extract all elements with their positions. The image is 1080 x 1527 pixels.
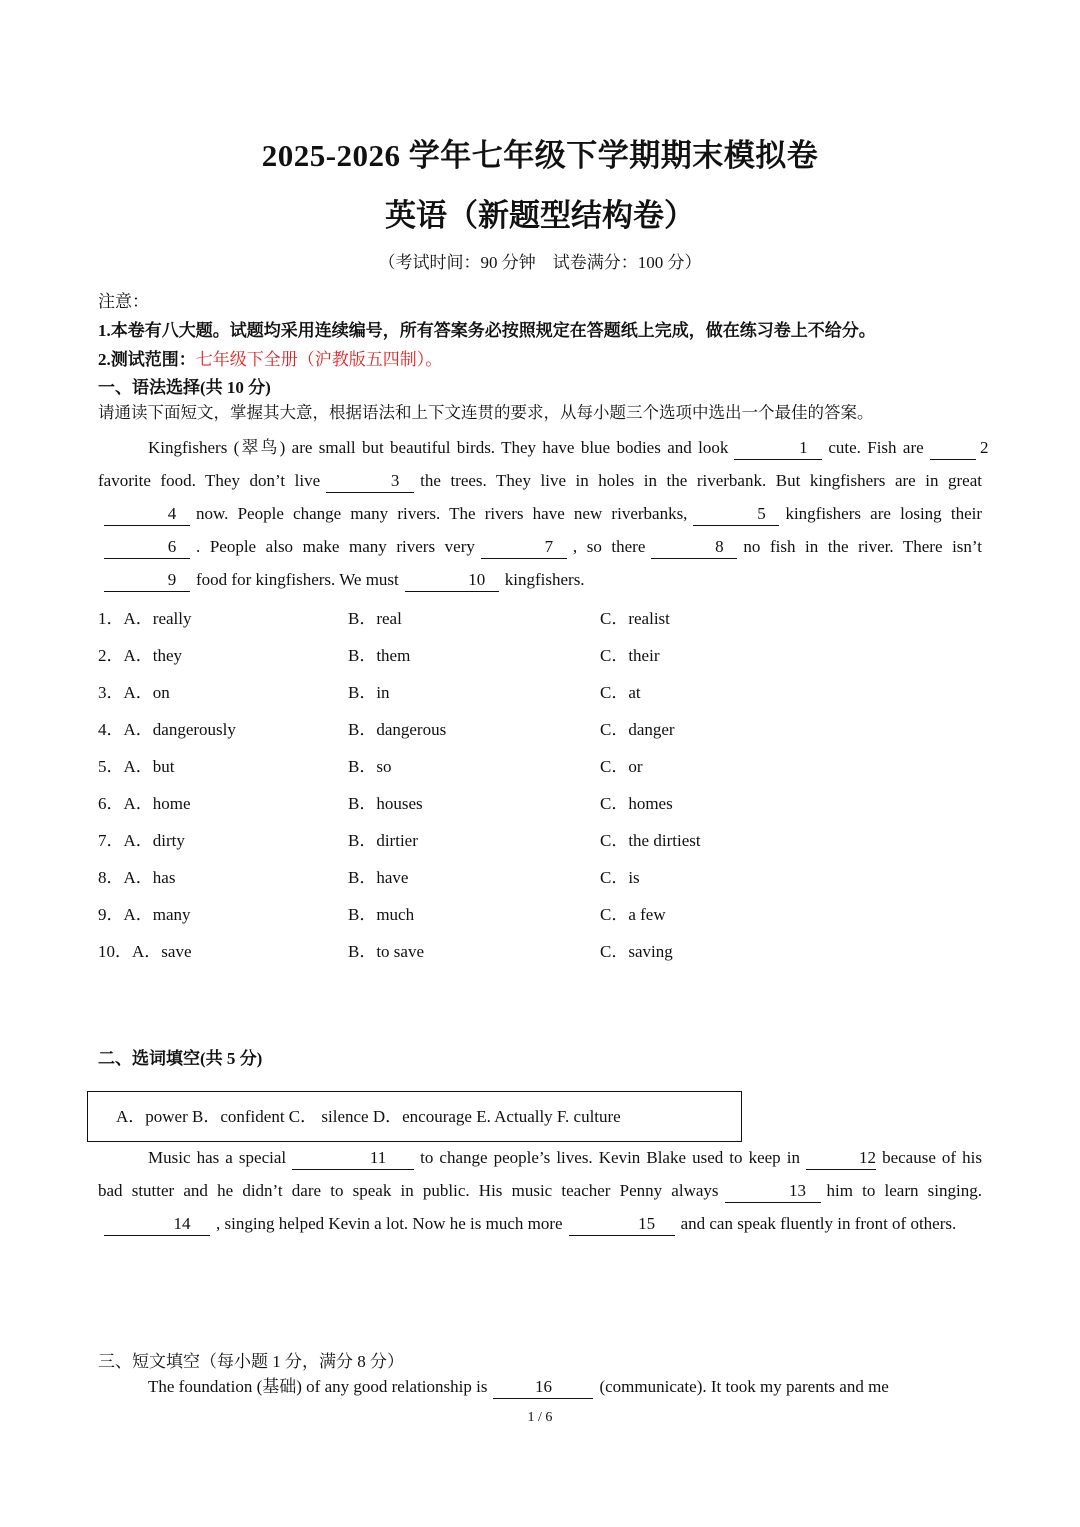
passage-text: the trees. They live in holes in the riverbank. But kingfishers are in great bbox=[420, 471, 982, 490]
section3-heading: 三、短文填空（每小题 1 分，满分 8 分） bbox=[98, 1352, 404, 1371]
option-row bbox=[98, 752, 982, 789]
answer-blank[interactable]: 1 bbox=[734, 437, 822, 460]
section1-heading: 一、语法选择(共 10 分) bbox=[98, 378, 271, 397]
section1-passage bbox=[98, 431, 989, 596]
passage-text: now. People change many rivers. The rivers have new riverbanks, bbox=[196, 504, 688, 523]
option-a[interactable]: 1．A．really bbox=[98, 609, 192, 628]
answer-blank[interactable]: 6 bbox=[104, 536, 190, 559]
option-c[interactable]: C．at bbox=[600, 683, 641, 702]
option-b[interactable]: B．houses bbox=[348, 794, 423, 813]
option-a[interactable]: 4．A．dangerously bbox=[98, 720, 236, 739]
passage-text: kingfishers. bbox=[504, 570, 585, 589]
option-a[interactable]: 7．A．dirty bbox=[98, 831, 185, 850]
option-b[interactable]: B．them bbox=[348, 646, 411, 665]
notice-label: 注意： bbox=[98, 292, 149, 311]
passage-text: Music has a special bbox=[148, 1148, 287, 1167]
option-a[interactable]: 10．A．save bbox=[98, 942, 192, 961]
notice-item-2-prefix: 2.测试范围： bbox=[98, 350, 196, 369]
option-c[interactable]: C．their bbox=[600, 646, 660, 665]
answer-blank[interactable]: 12 bbox=[806, 1147, 876, 1170]
answer-blank[interactable]: 7 bbox=[481, 536, 567, 559]
section1-instruction: 请通读下面短文，掌握其大意，根据语法和上下文连贯的要求，从每小题三个选项中选出一个最佳的答案。 bbox=[98, 403, 874, 422]
answer-blank[interactable]: 8 bbox=[651, 536, 737, 559]
answer-blank[interactable]: 3 bbox=[326, 470, 414, 493]
option-c[interactable]: C．is bbox=[600, 868, 640, 887]
option-b[interactable]: B．in bbox=[348, 683, 390, 702]
option-b[interactable]: B．real bbox=[348, 609, 402, 628]
passage-text: kingfishers are losing their bbox=[785, 504, 982, 523]
notice-item-1: 1.本卷有八大题。试题均采用连续编号，所有答案务必按照规定在答题纸上完成，做在练习卷上不给分。 bbox=[98, 321, 876, 340]
answer-blank[interactable]: 10 bbox=[405, 569, 499, 592]
option-a[interactable]: 9．A．many bbox=[98, 905, 191, 924]
passage-text: because of his bad stutter and he didn’t dare to speak in public. His music teacher Penny always bbox=[98, 1148, 982, 1200]
passage-text: , so there bbox=[572, 537, 646, 556]
notice-item-2 bbox=[98, 345, 442, 370]
option-row bbox=[98, 826, 982, 863]
passage-text: food for kingfishers. We must bbox=[196, 570, 399, 589]
option-c[interactable]: C．danger bbox=[600, 720, 675, 739]
section3-passage bbox=[148, 1372, 982, 1399]
passage-text: and can speak fluently in front of others. bbox=[680, 1214, 957, 1233]
passage-text: cute. Fish are bbox=[828, 438, 924, 457]
option-row bbox=[98, 641, 982, 678]
passage-text: The foundation (基础) of any good relationship is bbox=[148, 1377, 488, 1396]
passage-text: favorite food. They don’t live bbox=[98, 471, 321, 490]
option-row bbox=[98, 789, 982, 826]
option-b[interactable]: B．to save bbox=[348, 942, 425, 961]
passage-text: him to learn singing. bbox=[826, 1181, 982, 1200]
option-b[interactable]: B．so bbox=[348, 757, 392, 776]
passage-text: (communicate). It took my parents and me bbox=[599, 1377, 889, 1396]
option-row bbox=[98, 604, 982, 641]
option-a[interactable]: 5．A．but bbox=[98, 757, 175, 776]
option-b[interactable]: B．dirtier bbox=[348, 831, 418, 850]
answer-blank[interactable]: 14 bbox=[104, 1213, 210, 1236]
section2-passage bbox=[98, 1141, 982, 1240]
answer-blank[interactable]: 2 bbox=[930, 437, 976, 460]
option-a[interactable]: 3．A．on bbox=[98, 683, 170, 702]
option-b[interactable]: B．much bbox=[348, 905, 415, 924]
option-a[interactable]: 2．A．they bbox=[98, 646, 183, 665]
passage-text: Kingfishers (翠鸟) are small but beautiful birds. They have blue bodies and look bbox=[148, 438, 729, 457]
option-c[interactable]: C．saving bbox=[600, 942, 673, 961]
option-row bbox=[98, 937, 982, 974]
passage-text: no fish in the river. There isn’t bbox=[743, 537, 982, 556]
answer-blank[interactable]: 9 bbox=[104, 569, 190, 592]
page-title: 2025-2026 学年七年级下学期期末模拟卷 bbox=[261, 138, 819, 173]
option-c[interactable]: C．homes bbox=[600, 794, 673, 813]
option-a[interactable]: 8．A．has bbox=[98, 868, 176, 887]
page-subtitle: 英语（新题型结构卷） bbox=[385, 198, 695, 233]
option-row bbox=[98, 900, 982, 937]
option-row bbox=[98, 863, 982, 900]
option-c[interactable]: C．the dirtiest bbox=[600, 831, 701, 850]
option-row bbox=[98, 715, 982, 752]
answer-blank[interactable]: 15 bbox=[569, 1213, 675, 1236]
word-bank: A．power B．confident C． silence D．encourage E. Actually F. culture bbox=[116, 1107, 621, 1126]
option-row bbox=[98, 678, 982, 715]
exam-meta: （考试时间：90 分钟 试卷满分：100 分） bbox=[378, 253, 702, 272]
answer-blank[interactable]: 13 bbox=[725, 1180, 821, 1203]
passage-text: . People also make many rivers very bbox=[196, 537, 475, 556]
option-c[interactable]: C．realist bbox=[600, 609, 670, 628]
answer-blank[interactable]: 11 bbox=[292, 1147, 414, 1170]
option-b[interactable]: B．dangerous bbox=[348, 720, 447, 739]
option-c[interactable]: C．a few bbox=[600, 905, 666, 924]
passage-text: to change people’s lives. Kevin Blake used to keep in bbox=[420, 1148, 800, 1167]
passage-text: , singing helped Kevin a lot. Now he is much more bbox=[216, 1214, 563, 1233]
section2-heading: 二、选词填空(共 5 分) bbox=[98, 1049, 263, 1068]
page-number: 1 / 6 bbox=[527, 1410, 553, 1425]
option-b[interactable]: B．have bbox=[348, 868, 409, 887]
answer-blank[interactable]: 5 bbox=[693, 503, 779, 526]
notice-item-2-scope: 七年级下全册（沪教版五四制）。 bbox=[195, 350, 443, 369]
option-c[interactable]: C．or bbox=[600, 757, 643, 776]
answer-blank[interactable]: 16 bbox=[493, 1376, 593, 1399]
option-a[interactable]: 6．A．home bbox=[98, 794, 191, 813]
answer-blank[interactable]: 4 bbox=[104, 503, 190, 526]
